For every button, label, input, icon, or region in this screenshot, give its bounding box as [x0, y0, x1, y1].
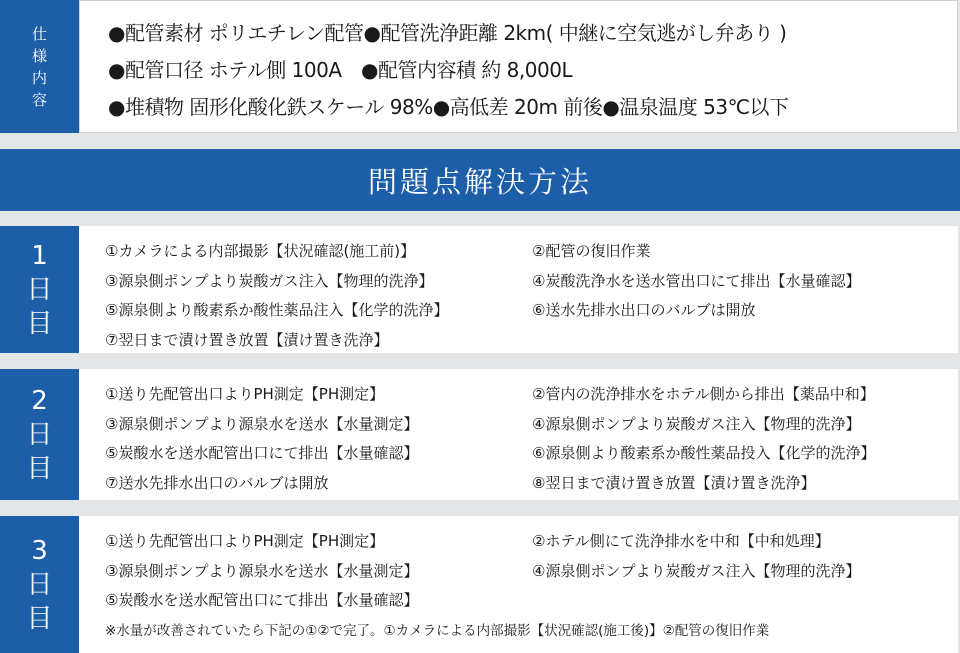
solution-banner: [0, 149, 960, 211]
step-row: [79, 295, 958, 325]
step-item: ⑦翌日まで漬け置き放置【漬け置き洗浄】: [105, 330, 389, 349]
day-2-body: [79, 369, 958, 500]
step-item: ⑦送水先排水出口のバルブは開放: [105, 473, 329, 492]
spec-label-char: 仕: [31, 24, 47, 43]
step-item: ⑤源泉側より酸素系か酸性薬品注入【化学的洗浄】: [105, 301, 449, 319]
step-row: [79, 526, 958, 556]
day-label-char: 1: [31, 240, 48, 271]
step-row: [79, 409, 958, 439]
step-row: [79, 266, 958, 296]
day-1-body: [79, 226, 958, 353]
spec-line: ●堆積物 固形化酸化鉄スケール 98%●高低差 20m 前後●温泉温度 53℃以下: [108, 95, 789, 119]
step-row: [79, 236, 958, 266]
step-item: ①送り先配管出口よりPH測定【PH測定】: [105, 532, 385, 550]
day-label-char: 目: [26, 453, 53, 484]
day-2-section: [0, 369, 960, 500]
step-item: ⑧翌日まで漬け置き放置【漬け置き洗浄】: [532, 473, 816, 492]
step-item: ③源泉側ポンプより炭酸ガス注入【物理的洗浄】: [105, 271, 434, 290]
step-item: ④炭酸洗浄水を送水管出口にて排出【水量確認】: [532, 271, 861, 290]
step-row: [79, 468, 958, 498]
spec-label-char: 容: [31, 90, 47, 109]
day-1-label: [0, 226, 79, 353]
step-row: [79, 556, 958, 586]
day-label-char: 3: [31, 535, 48, 566]
step-item: ⑤炭酸水を送水配管出口にて排出【水量確認】: [105, 444, 419, 462]
day-1-section: [0, 226, 960, 353]
day-label-char: 2: [31, 385, 48, 416]
step-item: ⑥源泉側より酸素系か酸性薬品投入【化学的洗浄】: [532, 444, 876, 462]
spec-line: ●配管素材 ポリエチレン配管●配管洗浄距離 2km( 中継に空気逃がし弁あり ): [108, 21, 787, 45]
day-label-char: 目: [26, 603, 53, 634]
step-item: ②ホテル側にて洗浄排水を中和【中和処理】: [532, 532, 830, 550]
day-label-char: 目: [26, 308, 53, 339]
step-item: ④源泉側ポンプより炭酸ガス注入【物理的洗浄】: [532, 414, 861, 433]
day-label-char: 日: [26, 274, 53, 305]
step-item: ②管内の洗浄排水をホテル側から排出【薬品中和】: [532, 385, 875, 403]
note-row: [79, 615, 958, 645]
step-item: ①カメラによる内部撮影【状況確認(施工前)】: [105, 242, 416, 260]
spec-section: [0, 0, 960, 133]
spec-label: [0, 0, 79, 133]
step-item: ③源泉側ポンプより源泉水を送水【水量測定】: [105, 414, 419, 433]
banner-title: 問題点解決方法: [367, 164, 592, 199]
step-row: [79, 379, 958, 409]
spec-line: ●配管口径 ホテル側 100A ●配管内容積 約 8,000L: [108, 58, 573, 82]
step-item: ①送り先配管出口よりPH測定【PH測定】: [105, 385, 385, 403]
day-3-section: [0, 516, 960, 653]
step-row: [79, 438, 958, 468]
spec-label-char: 内: [31, 68, 47, 87]
day-2-label: [0, 369, 79, 500]
step-item: ②配管の復旧作業: [532, 242, 651, 260]
step-item: ④源泉側ポンプより炭酸ガス注入【物理的洗浄】: [532, 561, 861, 580]
completion-note: ※水量が改善されていたら下記の①②で完了。①カメラによる内部撮影【状況確認(施工後)】②配管の復旧作業: [105, 622, 770, 639]
day-3-body: [79, 516, 958, 653]
spec-body: [79, 0, 958, 133]
step-row: [79, 325, 958, 355]
spec-label-char: 様: [31, 46, 47, 65]
step-item: ⑥送水先排水出口のバルブは開放: [532, 301, 756, 319]
day-3-label: [0, 516, 79, 653]
step-row: [79, 585, 958, 615]
day-label-char: 日: [26, 569, 53, 600]
step-item: ⑤炭酸水を送水配管出口にて排出【水量確認】: [105, 591, 419, 609]
day-label-char: 日: [26, 419, 53, 450]
step-item: ③源泉側ポンプより源泉水を送水【水量測定】: [105, 561, 419, 580]
